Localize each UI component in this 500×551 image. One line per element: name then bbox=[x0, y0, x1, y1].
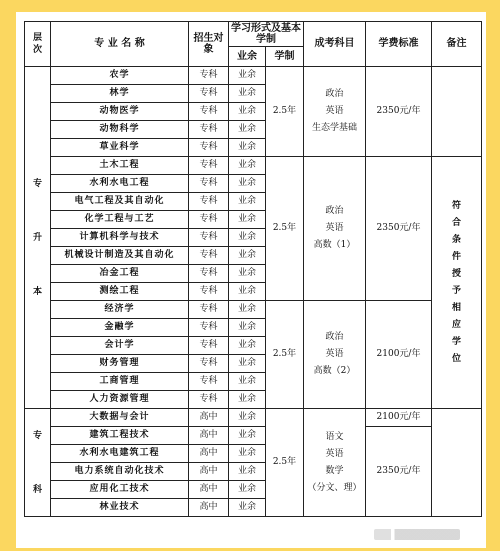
major-cell: 土木工程 bbox=[51, 157, 189, 175]
major-cell: 测绘工程 bbox=[51, 283, 189, 301]
form-cell: 业余 bbox=[229, 301, 266, 319]
major-cell: 应用化工技术 bbox=[51, 481, 189, 499]
target-cell: 专科 bbox=[189, 337, 229, 355]
header-enroll-target: 招生对象 bbox=[189, 22, 229, 67]
major-cell: 计算机科学与技术 bbox=[51, 229, 189, 247]
major-cell: 建筑工程技术 bbox=[51, 427, 189, 445]
major-cell: 草业科学 bbox=[51, 139, 189, 157]
target-cell: 高中 bbox=[189, 427, 229, 445]
subjects-cell: 政治 英语 高数（2） bbox=[304, 301, 366, 409]
major-cell: 会计学 bbox=[51, 337, 189, 355]
major-cell: 工商管理 bbox=[51, 373, 189, 391]
major-cell: 金融学 bbox=[51, 319, 189, 337]
form-cell: 业余 bbox=[229, 175, 266, 193]
target-cell: 专科 bbox=[189, 319, 229, 337]
fee-cell: 2350元/年 bbox=[366, 427, 432, 517]
major-cell: 水利水电建筑工程 bbox=[51, 445, 189, 463]
header-form: 业余 bbox=[229, 47, 266, 67]
form-cell: 业余 bbox=[229, 67, 266, 85]
target-cell: 专科 bbox=[189, 211, 229, 229]
target-cell: 高中 bbox=[189, 463, 229, 481]
header-subjects: 成考科目 bbox=[304, 22, 366, 67]
header-level: 层次 bbox=[25, 22, 51, 67]
target-cell: 专科 bbox=[189, 229, 229, 247]
form-cell: 业余 bbox=[229, 319, 266, 337]
fee-cell: 2100元/年 bbox=[366, 409, 432, 427]
header-fee: 学费标准 bbox=[366, 22, 432, 67]
subjects-cell: 语文 英语 数学 （分文、理） bbox=[304, 409, 366, 517]
table-row bbox=[25, 427, 482, 445]
header-study-form: 学习形式及基本学制 bbox=[229, 22, 304, 47]
major-cell: 动物科学 bbox=[51, 121, 189, 139]
major-cell: 电气工程及其自动化 bbox=[51, 193, 189, 211]
table-row bbox=[25, 67, 482, 85]
target-cell: 专科 bbox=[189, 391, 229, 409]
major-cell: 化学工程与工艺 bbox=[51, 211, 189, 229]
major-cell: 机械设计制造及其自动化 bbox=[51, 247, 189, 265]
major-cell: 林业技术 bbox=[51, 499, 189, 517]
form-cell: 业余 bbox=[229, 427, 266, 445]
note-cell: 符 合 条 件 授 予 相 应 学 位 bbox=[432, 157, 482, 409]
form-cell: 业余 bbox=[229, 211, 266, 229]
header-major: 专 业 名 称 bbox=[51, 22, 189, 67]
target-cell: 高中 bbox=[189, 499, 229, 517]
major-cell: 动物医学 bbox=[51, 103, 189, 121]
major-cell: 林学 bbox=[51, 85, 189, 103]
target-cell: 专科 bbox=[189, 355, 229, 373]
table-row bbox=[25, 301, 482, 319]
form-cell: 业余 bbox=[229, 247, 266, 265]
form-cell: 业余 bbox=[229, 337, 266, 355]
form-cell: 业余 bbox=[229, 265, 266, 283]
form-cell: 业余 bbox=[229, 193, 266, 211]
form-cell: 业余 bbox=[229, 409, 266, 427]
duration-cell: 2.5年 bbox=[266, 301, 304, 409]
level-cell-gqz: 专 科 bbox=[25, 409, 51, 517]
form-cell: 业余 bbox=[229, 139, 266, 157]
header-row-1 bbox=[25, 22, 482, 47]
duration-cell: 2.5年 bbox=[266, 67, 304, 157]
form-cell: 业余 bbox=[229, 391, 266, 409]
target-cell: 专科 bbox=[189, 373, 229, 391]
target-cell: 专科 bbox=[189, 193, 229, 211]
fee-cell: 2350元/年 bbox=[366, 67, 432, 157]
form-cell: 业余 bbox=[229, 229, 266, 247]
form-cell: 业余 bbox=[229, 157, 266, 175]
subjects-cell: 政治 英语 高数（1） bbox=[304, 157, 366, 301]
major-cell: 人力资源管理 bbox=[51, 391, 189, 409]
target-cell: 专科 bbox=[189, 283, 229, 301]
table-row bbox=[25, 157, 482, 175]
duration-cell: 2.5年 bbox=[266, 157, 304, 301]
major-cell: 电力系统自动化技术 bbox=[51, 463, 189, 481]
table-row bbox=[25, 409, 482, 427]
major-cell: 冶金工程 bbox=[51, 265, 189, 283]
target-cell: 专科 bbox=[189, 157, 229, 175]
form-cell: 业余 bbox=[229, 355, 266, 373]
form-cell: 业余 bbox=[229, 373, 266, 391]
subjects-cell: 政治 英语 生态学基础 bbox=[304, 67, 366, 157]
target-cell: 高中 bbox=[189, 481, 229, 499]
level-cell-zsb: 专 升 本 bbox=[25, 67, 51, 409]
target-cell: 高中 bbox=[189, 409, 229, 427]
document-page bbox=[16, 12, 486, 548]
header-duration: 学制 bbox=[266, 47, 304, 67]
major-cell: 大数据与会计 bbox=[51, 409, 189, 427]
target-cell: 专科 bbox=[189, 301, 229, 319]
form-cell: 业余 bbox=[229, 499, 266, 517]
target-cell: 专科 bbox=[189, 121, 229, 139]
major-cell: 经济学 bbox=[51, 301, 189, 319]
blurred-watermark bbox=[374, 529, 460, 540]
target-cell: 专科 bbox=[189, 139, 229, 157]
target-cell: 专科 bbox=[189, 85, 229, 103]
form-cell: 业余 bbox=[229, 463, 266, 481]
major-cell: 财务管理 bbox=[51, 355, 189, 373]
target-cell: 专科 bbox=[189, 103, 229, 121]
form-cell: 业余 bbox=[229, 85, 266, 103]
major-cell: 水利水电工程 bbox=[51, 175, 189, 193]
target-cell: 专科 bbox=[189, 247, 229, 265]
note-cell-empty-bottom bbox=[432, 409, 482, 517]
target-cell: 高中 bbox=[189, 445, 229, 463]
major-cell: 农学 bbox=[51, 67, 189, 85]
note-cell-empty-top bbox=[432, 67, 482, 157]
form-cell: 业余 bbox=[229, 103, 266, 121]
header-note: 备注 bbox=[432, 22, 482, 67]
target-cell: 专科 bbox=[189, 67, 229, 85]
form-cell: 业余 bbox=[229, 481, 266, 499]
fee-cell: 2350元/年 bbox=[366, 157, 432, 301]
form-cell: 业余 bbox=[229, 283, 266, 301]
form-cell: 业余 bbox=[229, 121, 266, 139]
target-cell: 专科 bbox=[189, 175, 229, 193]
fee-cell: 2100元/年 bbox=[366, 301, 432, 409]
target-cell: 专科 bbox=[189, 265, 229, 283]
duration-cell: 2.5年 bbox=[266, 409, 304, 517]
form-cell: 业余 bbox=[229, 445, 266, 463]
enrollment-table bbox=[24, 21, 482, 517]
